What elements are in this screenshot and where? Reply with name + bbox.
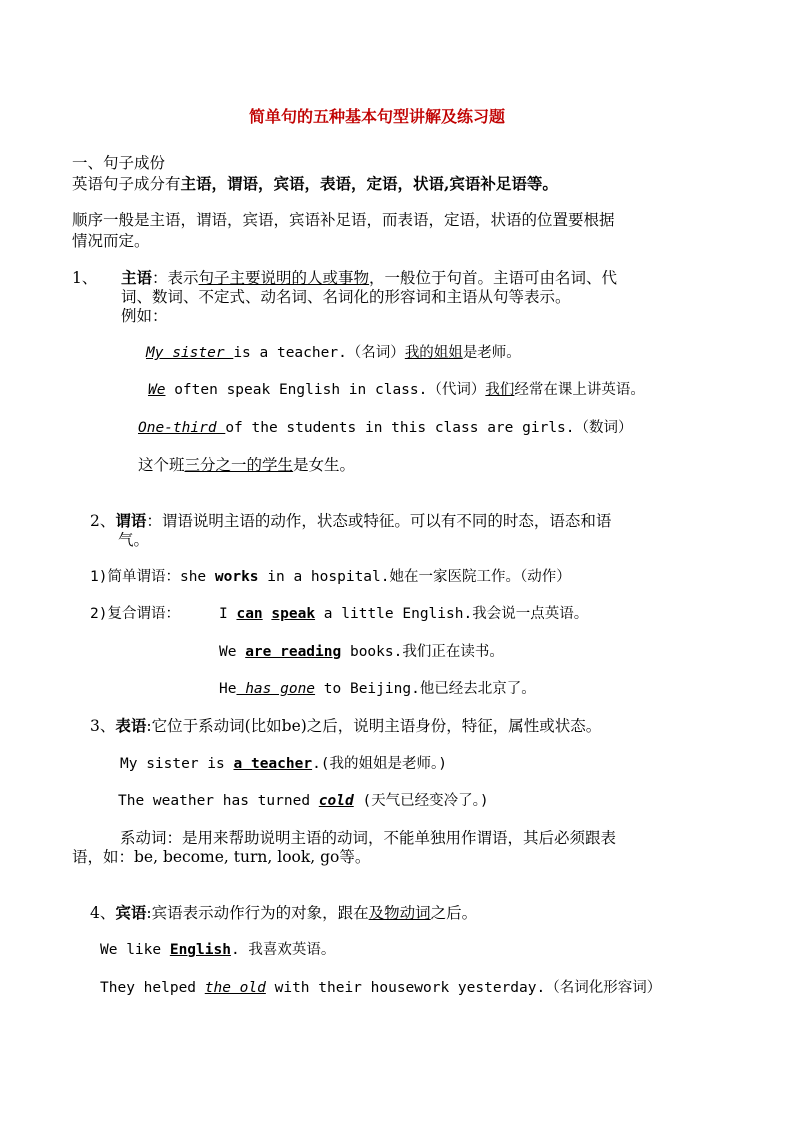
subject-example-1: My sister is a teacher.（名词）我的姐姐是老师。 <box>146 345 521 361</box>
complex-predicate-example-2: We are reading books.我们正在读书。 <box>219 644 504 660</box>
subject-definition-line-1: 主语：表示句子主要说明的人或事物，一般位于句首。主语可由名词、代 <box>121 268 618 287</box>
subject-example-3-translation: 这个班三分之一的学生是女生。 <box>138 456 356 474</box>
predicate-definition-line-2: 气。 <box>118 531 150 549</box>
predicative-example-1: My sister is a teacher.(我的姐姐是老师。) <box>120 756 448 772</box>
object-example-1: We like English. 我喜欢英语。 <box>100 942 336 958</box>
linking-verb-note-line-1: 系动词：是用来帮助说明主语的动词，不能单独用作谓语，其后必须跟表 <box>120 829 617 847</box>
simple-predicate-example: 1)简单谓语：she works in a hospital.她在一家医院工作。（动作） <box>90 569 571 585</box>
example-label: 例如： <box>121 307 168 325</box>
predicative-definition: 3、表语:它位于系动词(比如be)之后，说明主语身份，特征，属性或状态。 <box>90 716 602 735</box>
subject-definition-line-2: 词、数词、不定式、动名词、名词化的形容词和主语从句等表示。 <box>121 288 571 306</box>
subject-example-3: One-third of the students in this class are girls.（数词） <box>138 420 633 436</box>
object-example-2: They helped the old with their housework yesterday.（名词化形容词） <box>100 980 662 996</box>
complex-predicate-example-3: He has gone to Beijing.他已经去北京了。 <box>219 681 536 697</box>
order-paragraph-line-1: 顺序一般是主语，谓语，宾语，宾语补足语，而表语，定语，状语的位置要根据 <box>72 211 615 229</box>
complex-predicate-example-1: I can speak a little English.我会说一点英语。 <box>219 606 589 622</box>
linking-verb-note-line-2: 语，如：be, become, turn, look, go等。 <box>72 848 371 866</box>
subject-example-2: We often speak English in class.（代词）我们经常在课上讲英语。 <box>148 382 645 398</box>
object-definition: 4、宾语:宾语表示动作行为的对象，跟在及物动词之后。 <box>90 903 478 922</box>
page-title: 简单句的五种基本句型讲解及练习题 <box>249 107 506 126</box>
section-heading: 一、句子成份 <box>72 154 166 172</box>
item-number: 1、 <box>72 269 98 287</box>
predicative-example-2: The weather has turned cold (天气已经变冷了。) <box>118 793 489 809</box>
predicate-definition-line-1: 2、谓语：谓语说明主语的动作，状态或特征。可以有不同的时态，语态和语 <box>90 511 612 530</box>
complex-predicate-label: 2)复合谓语： <box>90 606 180 622</box>
intro-paragraph: 英语句子成分有主语，谓语，宾语，表语，定语，状语,宾语补足语等。 <box>72 174 558 193</box>
order-paragraph-line-2: 情况而定。 <box>72 232 150 250</box>
